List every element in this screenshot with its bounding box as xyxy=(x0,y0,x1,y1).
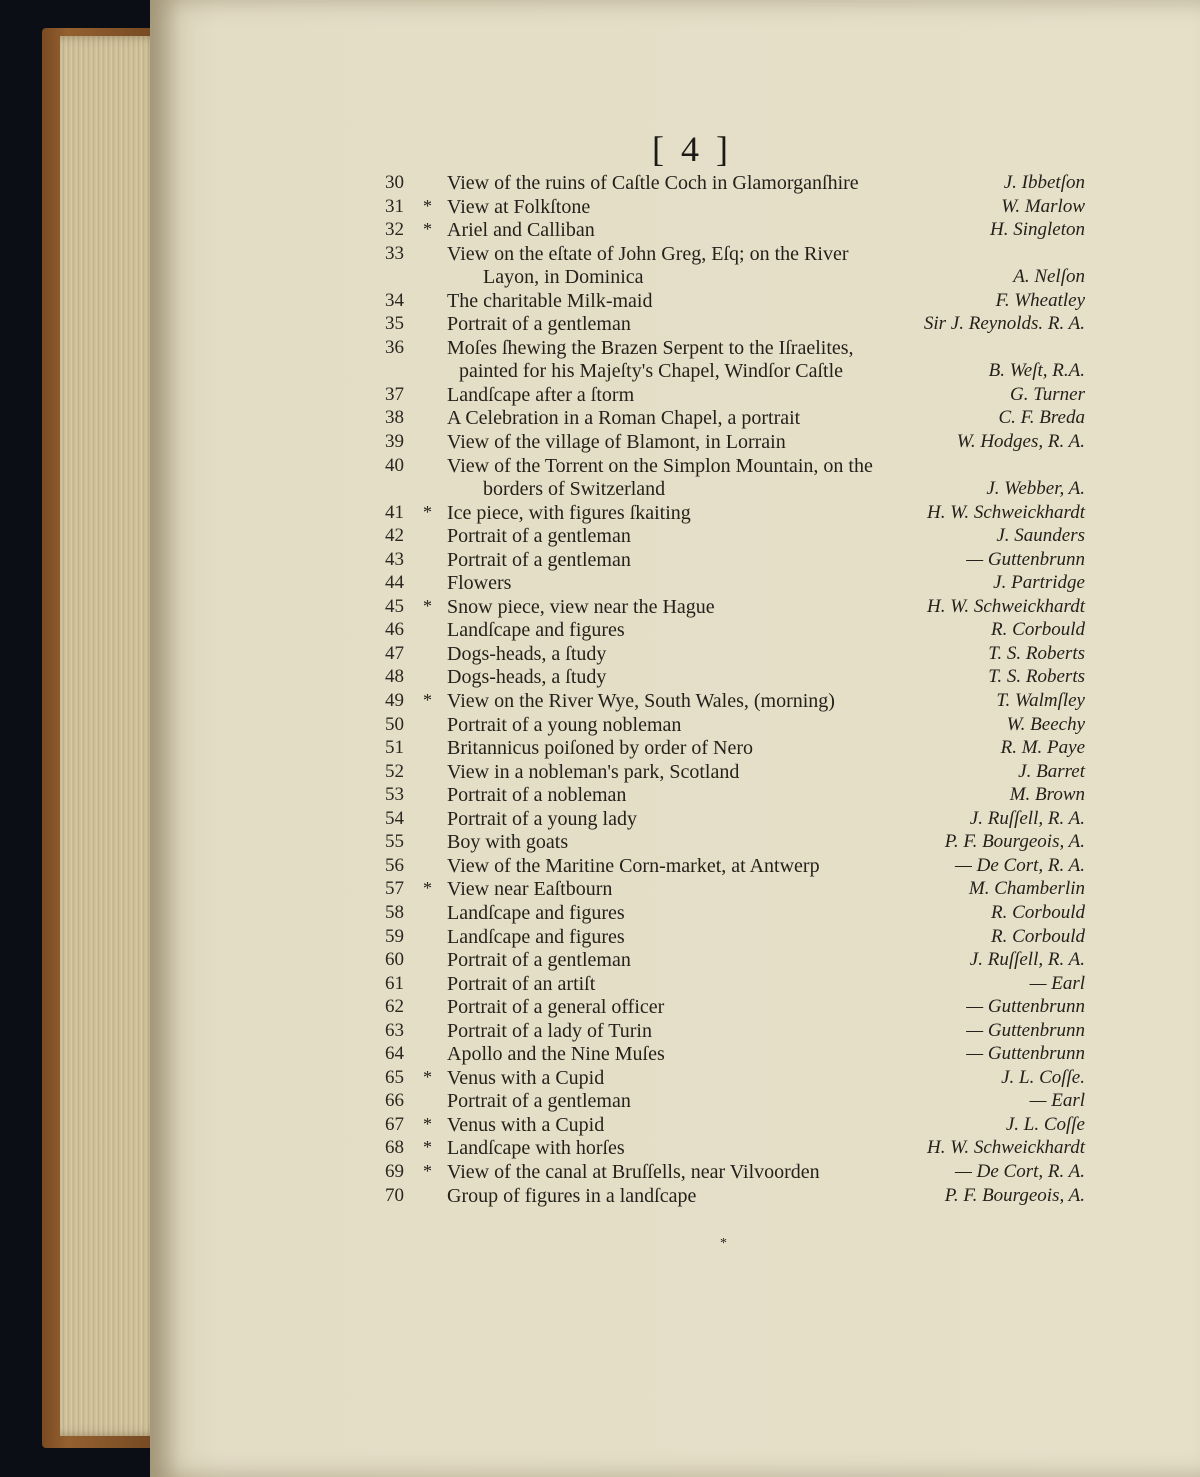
entry-number: 66 xyxy=(385,1090,404,1112)
catalogue-entry xyxy=(385,1090,1085,1114)
catalogue-entry xyxy=(385,1114,1085,1138)
asterisk-mark: * xyxy=(423,878,432,899)
entry-title: View on the River Wye, South Wales, (morning) xyxy=(447,690,835,713)
catalogue-entry xyxy=(385,690,1085,714)
entry-artist: — Earl xyxy=(1029,1090,1085,1112)
catalogue-entry xyxy=(385,643,1085,667)
entry-title: A Celebration in a Roman Chapel, a portrait xyxy=(447,407,801,430)
entry-number: 37 xyxy=(385,383,404,405)
entry-artist: J. Ruſſell, R. A. xyxy=(969,949,1085,971)
entry-artist: J. L. Coſſe xyxy=(1005,1113,1085,1135)
entry-title: View on the eſtate of John Greg, Eſq; on the River xyxy=(447,242,849,265)
catalogue-entry xyxy=(385,337,1085,361)
entry-number: 67 xyxy=(385,1113,404,1135)
entry-title: Landſcape and figures xyxy=(447,619,625,642)
entry-title: Portrait of a young lady xyxy=(447,807,637,830)
entry-number: 41 xyxy=(385,501,404,523)
entry-number: 30 xyxy=(385,172,404,193)
entry-number: 54 xyxy=(385,807,404,829)
entry-title: Moſes ſhewing the Brazen Serpent to the Iſraelites, xyxy=(447,336,854,359)
page-header: [ 4 ] xyxy=(652,129,732,169)
entry-title: Layon, in Dominica xyxy=(483,266,644,289)
catalogue-list xyxy=(385,172,1085,1208)
entry-number: 57 xyxy=(385,878,404,900)
entry-artist: J. Barret xyxy=(1018,760,1085,782)
catalogue-entry xyxy=(385,455,1085,479)
entry-artist: R. Corbould xyxy=(991,925,1085,947)
entry-artist: Sir J. Reynolds. R. A. xyxy=(923,313,1085,335)
entry-artist: G. Turner xyxy=(1010,383,1085,405)
entry-title: Portrait of a young nobleman xyxy=(447,713,682,736)
entry-artist: — Earl xyxy=(1029,972,1085,994)
entry-artist: — Guttenbrunn xyxy=(966,1019,1085,1041)
entry-title: View of the village of Blamont, in Lorrain xyxy=(447,431,786,454)
entry-number: 62 xyxy=(385,996,404,1018)
catalogue-entry xyxy=(385,313,1085,337)
entry-artist: W. Beechy xyxy=(1006,713,1085,735)
entry-artist: R. Corbould xyxy=(991,901,1085,923)
catalogue-entry xyxy=(385,784,1085,808)
entry-number: 64 xyxy=(385,1043,404,1065)
entry-title: Venus with a Cupid xyxy=(447,1113,605,1136)
catalogue-entry xyxy=(385,431,1085,455)
catalogue-entry xyxy=(385,290,1085,314)
asterisk-mark: * xyxy=(423,501,432,522)
entry-title: View of the Torrent on the Simplon Mountain, on the xyxy=(447,454,873,477)
entry-artist: P. F. Bourgeois, A. xyxy=(944,831,1085,853)
catalogue-entry xyxy=(385,243,1085,267)
entry-number: 47 xyxy=(385,642,404,664)
entry-number: 48 xyxy=(385,666,404,688)
catalogue-entry xyxy=(385,973,1085,997)
entry-title: Flowers xyxy=(447,572,512,595)
catalogue-entry xyxy=(385,902,1085,926)
entry-number: 40 xyxy=(385,454,404,476)
entry-artist: J. Ibbetſon xyxy=(1003,172,1085,193)
entry-title: Ariel and Calliban xyxy=(447,219,595,242)
entry-artist: J. L. Coſſe. xyxy=(1001,1066,1085,1088)
entry-number: 56 xyxy=(385,854,404,876)
entry-number: 46 xyxy=(385,619,404,641)
entry-number: 34 xyxy=(385,289,404,311)
entry-number: 33 xyxy=(385,242,404,264)
entry-artist: H. W. Schweickhardt xyxy=(927,1137,1085,1159)
entry-artist: J. Partridge xyxy=(993,572,1085,594)
entry-number: 51 xyxy=(385,737,404,759)
entry-title: painted for his Majeſty's Chapel, Windſor Caſtle xyxy=(459,360,844,383)
entry-number: 35 xyxy=(385,313,404,335)
footer-mark: * xyxy=(720,1236,727,1251)
catalogue-entry xyxy=(385,266,1085,290)
entry-artist: B. Weſt, R.A. xyxy=(988,360,1085,382)
entry-artist: W. Marlow xyxy=(1001,195,1085,217)
catalogue-entry xyxy=(385,926,1085,950)
asterisk-mark: * xyxy=(423,1113,432,1134)
catalogue-entry xyxy=(385,478,1085,502)
entry-number: 65 xyxy=(385,1066,404,1088)
entry-title: View of the canal at Bruſſells, near Vilvoorden xyxy=(447,1160,820,1183)
entry-artist: T. Walmſley xyxy=(996,690,1085,712)
entry-artist: H. Singleton xyxy=(990,219,1085,241)
asterisk-mark: * xyxy=(423,219,432,240)
entry-number: 55 xyxy=(385,831,404,853)
entry-number: 60 xyxy=(385,949,404,971)
catalogue-entry xyxy=(385,502,1085,526)
entry-title: Portrait of a gentleman xyxy=(447,949,631,972)
entry-title: Britannicus poiſoned by order of Nero xyxy=(447,737,754,760)
entry-number: 59 xyxy=(385,925,404,947)
entry-title: Portrait of a nobleman xyxy=(447,784,627,807)
catalogue-entry xyxy=(385,996,1085,1020)
entry-title: Dogs-heads, a ſtudy xyxy=(447,642,607,665)
catalogue-entry xyxy=(385,360,1085,384)
catalogue-entry xyxy=(385,172,1085,196)
catalogue-entry xyxy=(385,737,1085,761)
entry-number: 52 xyxy=(385,760,404,782)
entry-artist: R. M. Paye xyxy=(1000,737,1085,759)
entry-title: borders of Switzerland xyxy=(483,478,666,501)
entry-title: The charitable Milk-maid xyxy=(447,289,653,312)
entry-artist: A. Nelſon xyxy=(1013,266,1085,288)
entry-title: Portrait of an artiſt xyxy=(447,972,596,995)
entry-title: Landſcape and figures xyxy=(447,901,625,924)
catalogue-entry xyxy=(385,619,1085,643)
entry-number: 53 xyxy=(385,784,404,806)
entry-artist: T. S. Roberts xyxy=(988,642,1085,664)
entry-number: 45 xyxy=(385,595,404,617)
catalogue-entry xyxy=(385,1137,1085,1161)
entry-number: 68 xyxy=(385,1137,404,1159)
catalogue-entry xyxy=(385,1067,1085,1091)
entry-artist: R. Corbould xyxy=(991,619,1085,641)
catalogue-entry xyxy=(385,196,1085,220)
asterisk-mark: * xyxy=(423,595,432,616)
catalogue-entry xyxy=(385,1043,1085,1067)
entry-number: 69 xyxy=(385,1160,404,1182)
entry-title: Portrait of a gentleman xyxy=(447,1090,631,1113)
entry-title: Snow piece, view near the Hague xyxy=(447,595,715,618)
catalogue-entry xyxy=(385,525,1085,549)
entry-artist: J. Webber, A. xyxy=(986,478,1085,500)
entry-title: Landſcape and figures xyxy=(447,925,625,948)
catalogue-entry xyxy=(385,384,1085,408)
entry-number: 43 xyxy=(385,548,404,570)
entry-artist: W. Hodges, R. A. xyxy=(956,431,1085,453)
entry-artist: T. S. Roberts xyxy=(988,666,1085,688)
entry-number: 36 xyxy=(385,336,404,358)
entry-title: Dogs-heads, a ſtudy xyxy=(447,666,607,689)
entry-number: 49 xyxy=(385,690,404,712)
entry-artist: H. W. Schweickhardt xyxy=(927,501,1085,523)
entry-title: Boy with goats xyxy=(447,831,569,854)
entry-title: Apollo and the Nine Muſes xyxy=(447,1043,665,1066)
entry-artist: J. Ruſſell, R. A. xyxy=(969,807,1085,829)
catalogue-entry xyxy=(385,761,1085,785)
entry-artist: — Guttenbrunn xyxy=(966,1043,1085,1065)
entry-number: 31 xyxy=(385,195,404,217)
entry-artist: — Guttenbrunn xyxy=(966,996,1085,1018)
entry-number: 44 xyxy=(385,572,404,594)
asterisk-mark: * xyxy=(423,1066,432,1087)
entry-artist: M. Chamberlin xyxy=(968,878,1085,900)
catalogue-entry xyxy=(385,1185,1085,1209)
catalogue-entry xyxy=(385,549,1085,573)
entry-title: Landſcape with horſes xyxy=(447,1137,625,1160)
catalogue-entry xyxy=(385,1020,1085,1044)
catalogue-entry xyxy=(385,714,1085,738)
entry-artist: — De Cort, R. A. xyxy=(954,854,1085,876)
entry-artist: H. W. Schweickhardt xyxy=(927,595,1085,617)
entry-number: 61 xyxy=(385,972,404,994)
catalogue-entry xyxy=(385,1161,1085,1185)
entry-artist: M. Brown xyxy=(1009,784,1085,806)
entry-number: 38 xyxy=(385,407,404,429)
catalogue-entry xyxy=(385,878,1085,902)
entry-title: Portrait of a gentleman xyxy=(447,525,631,548)
catalogue-entry xyxy=(385,855,1085,879)
catalogue-entry xyxy=(385,949,1085,973)
catalogue-entry xyxy=(385,407,1085,431)
entry-title: View in a nobleman's park, Scotland xyxy=(447,760,740,783)
entry-title: Portrait of a lady of Turin xyxy=(447,1019,652,1042)
entry-title: Ice piece, with figures ſkaiting xyxy=(447,501,691,524)
entry-title: Portrait of a gentleman xyxy=(447,548,631,571)
page-edges xyxy=(60,36,160,1436)
entry-title: Portrait of a gentleman xyxy=(447,313,631,336)
entry-number: 63 xyxy=(385,1019,404,1041)
asterisk-mark: * xyxy=(423,1160,432,1181)
catalogue-entry xyxy=(385,572,1085,596)
asterisk-mark: * xyxy=(423,195,432,216)
entry-number: 32 xyxy=(385,219,404,241)
catalogue-entry xyxy=(385,831,1085,855)
entry-artist: P. F. Bourgeois, A. xyxy=(944,1184,1085,1206)
entry-artist: J. Saunders xyxy=(996,525,1085,547)
catalogue-entry xyxy=(385,666,1085,690)
entry-number: 42 xyxy=(385,525,404,547)
entry-title: Group of figures in a landſcape xyxy=(447,1184,697,1207)
entry-number: 39 xyxy=(385,431,404,453)
entry-artist: F. Wheatley xyxy=(995,289,1085,311)
catalogue-entry xyxy=(385,596,1085,620)
entry-title: View of the Maritine Corn-market, at Antwerp xyxy=(447,854,820,877)
entry-number: 58 xyxy=(385,901,404,923)
entry-number: 70 xyxy=(385,1184,404,1206)
entry-artist: — De Cort, R. A. xyxy=(954,1160,1085,1182)
catalogue-entry xyxy=(385,808,1085,832)
entry-title: View at Folkſtone xyxy=(447,195,591,218)
entry-artist: C. F. Breda xyxy=(998,407,1085,429)
entry-title: Landſcape after a ſtorm xyxy=(447,383,635,406)
entry-title: Portrait of a general officer xyxy=(447,996,665,1019)
entry-title: View of the ruins of Caſtle Coch in Glamorganſhire xyxy=(447,172,859,194)
entry-title: View near Eaſtbourn xyxy=(447,878,613,901)
catalogue-entry xyxy=(385,219,1085,243)
entry-artist: — Guttenbrunn xyxy=(966,548,1085,570)
entry-number: 50 xyxy=(385,713,404,735)
asterisk-mark: * xyxy=(423,1137,432,1158)
asterisk-mark: * xyxy=(423,690,432,711)
entry-title: Venus with a Cupid xyxy=(447,1066,605,1089)
